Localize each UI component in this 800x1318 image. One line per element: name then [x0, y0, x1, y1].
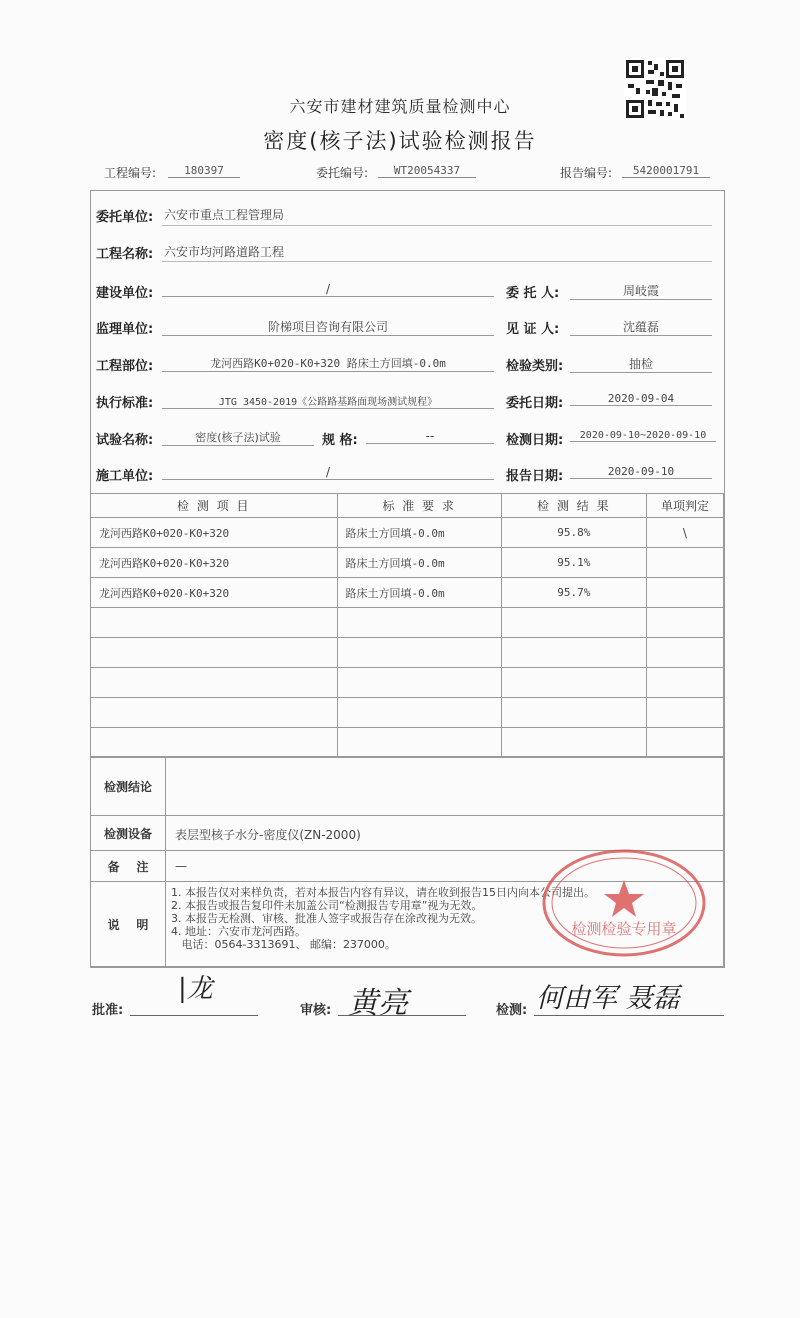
inspection-type: 抽检 [570, 355, 712, 373]
test-label: 检测: [496, 1003, 528, 1018]
cell-result [501, 668, 646, 698]
inspection-stamp [540, 848, 708, 958]
header-requirement: 标 准 要 求 [337, 494, 501, 518]
table-header-row [91, 494, 724, 518]
note-line: 4. 地址：六安市龙河西路。 [171, 925, 306, 938]
cell-result: 95.7% [501, 578, 646, 608]
spec-label: 规 格: [322, 433, 358, 448]
cell-judgement [646, 548, 723, 578]
cell-item: 龙河西路K0+020-K0+320 [91, 578, 338, 608]
construction-unit-label: 建设单位: [96, 286, 154, 301]
spec: -- [366, 429, 494, 444]
notes-label: 说 明 [91, 882, 166, 966]
standard-label: 执行标准: [96, 396, 154, 411]
review-label: 审核: [300, 1003, 332, 1018]
note-line: 1. 本报告仅对来样负责，若对本报告内容有异议，请在收到报告15日内向本公司提出。 [171, 886, 595, 899]
table-row [91, 608, 724, 638]
conclusion-block [90, 756, 724, 816]
table-row [91, 638, 724, 668]
table-row [91, 668, 724, 698]
equipment-text: 表层型核子水分-密度仪(ZN-2000) [175, 828, 361, 842]
table-row [91, 518, 724, 548]
remark-text: — [175, 859, 187, 873]
organization-name: 六安市建材建筑质量检测中心 [289, 97, 511, 116]
cell-requirement [337, 638, 501, 668]
table-row [91, 698, 724, 728]
cell-result: 95.1% [501, 548, 646, 578]
commission-no-label: 委托编号: [316, 166, 369, 180]
cell-judgement [646, 578, 723, 608]
test-name: 密度(核子法)试验 [162, 429, 314, 446]
note-line: 3. 本报告无检测、审核、批准人签字或报告存在涂改视为无效。 [171, 912, 482, 925]
commission-no: WT20054337 [378, 164, 476, 178]
cell-requirement [337, 608, 501, 638]
cell-judgement [646, 638, 723, 668]
divider [162, 225, 712, 226]
supervision-unit-label: 监理单位: [96, 322, 154, 337]
cell-judgement [646, 668, 723, 698]
report-title: 密度(核子法)试验检测报告 [263, 129, 537, 153]
header-judgement: 单项判定 [646, 494, 723, 518]
equipment-block [90, 815, 724, 851]
report-no: 5420001791 [622, 164, 710, 178]
cell-requirement [337, 668, 501, 698]
cell-requirement: 路床土方回填-0.0m [337, 518, 501, 548]
table-row [91, 548, 724, 578]
cell-judgement [646, 728, 723, 758]
approve-signature: |龙 [178, 974, 213, 1004]
equipment-label: 检测设备 [91, 816, 166, 850]
cell-requirement: 路床土方回填-0.0m [337, 548, 501, 578]
divider [162, 261, 712, 262]
cell-requirement [337, 728, 501, 758]
inspection-type-label: 检验类别: [506, 359, 564, 374]
cell-requirement: 路床土方回填-0.0m [337, 578, 501, 608]
table-row [91, 728, 724, 758]
commission-date-label: 委托日期: [506, 396, 564, 411]
project-part-label: 工程部位: [96, 359, 154, 374]
commissioner-label: 委 托 人: [506, 286, 560, 301]
test-line [534, 1015, 724, 1016]
cell-item: 龙河西路K0+020-K0+320 [91, 548, 338, 578]
commission-date: 2020-09-04 [570, 392, 712, 406]
review-signature: 黄亮 [348, 986, 408, 1021]
project-no: 180397 [168, 164, 240, 178]
note-line: 2. 本报告或报告复印件未加盖公司“检测报告专用章”视为无效。 [171, 899, 483, 912]
table-row [91, 578, 724, 608]
construction-unit: / [162, 282, 494, 297]
header-item: 检 测 项 目 [91, 494, 338, 518]
cell-result [501, 608, 646, 638]
cell-result [501, 638, 646, 668]
cell-judgement [646, 698, 723, 728]
client-unit-label: 委托单位: [96, 210, 154, 225]
approve-line [130, 1015, 258, 1016]
cell-item [91, 638, 338, 668]
cell-item: 龙河西路K0+020-K0+320 [91, 518, 338, 548]
cell-result [501, 728, 646, 758]
cell-result: 95.8% [501, 518, 646, 548]
witness: 沈蕴磊 [570, 318, 712, 336]
cell-requirement [337, 698, 501, 728]
cell-judgement: \ [646, 518, 723, 548]
header-result: 检 测 结 果 [501, 494, 646, 518]
standard: JTG 3450-2019《公路路基路面现场测试规程》 [162, 393, 494, 409]
commissioner: 周岐霞 [570, 282, 712, 300]
test-date: 2020-09-10~2020-09-10 [570, 430, 716, 442]
test-name-label: 试验名称: [96, 433, 154, 448]
cell-item [91, 668, 338, 698]
project-name: 六安市均河路道路工程 [164, 245, 285, 259]
notes-list [171, 886, 595, 951]
supervision-unit: 阶梯项目咨询有限公司 [162, 318, 494, 336]
approve-label: 批准: [92, 1003, 124, 1018]
cell-item [91, 608, 338, 638]
cell-item [91, 728, 338, 758]
note-line: 电话：0564-3313691、 邮编：237000。 [171, 938, 396, 951]
test-signature: 何由军 聂磊 [536, 983, 680, 1014]
cell-judgement [646, 608, 723, 638]
remark-label: 备 注 [91, 851, 166, 881]
cell-item [91, 698, 338, 728]
stamp-text: 检测检验专用章 [571, 920, 677, 938]
client-unit: 六安市重点工程管理局 [164, 208, 285, 222]
report-date-label: 报告日期: [506, 469, 564, 484]
report-no-label: 报告编号: [560, 166, 613, 180]
witness-label: 见 证 人: [506, 322, 560, 337]
test-date-label: 检测日期: [506, 433, 564, 448]
project-no-label: 工程编号: [104, 166, 157, 180]
results-table [90, 493, 724, 758]
conclusion-label: 检测结论 [91, 757, 166, 815]
project-part: 龙河西路K0+020-K0+320 路床土方回填-0.0m [162, 355, 494, 372]
builder-unit: / [162, 465, 494, 480]
report-date: 2020-09-10 [570, 465, 712, 479]
project-name-label: 工程名称: [96, 247, 154, 262]
builder-unit-label: 施工单位: [96, 469, 154, 484]
cell-result [501, 698, 646, 728]
